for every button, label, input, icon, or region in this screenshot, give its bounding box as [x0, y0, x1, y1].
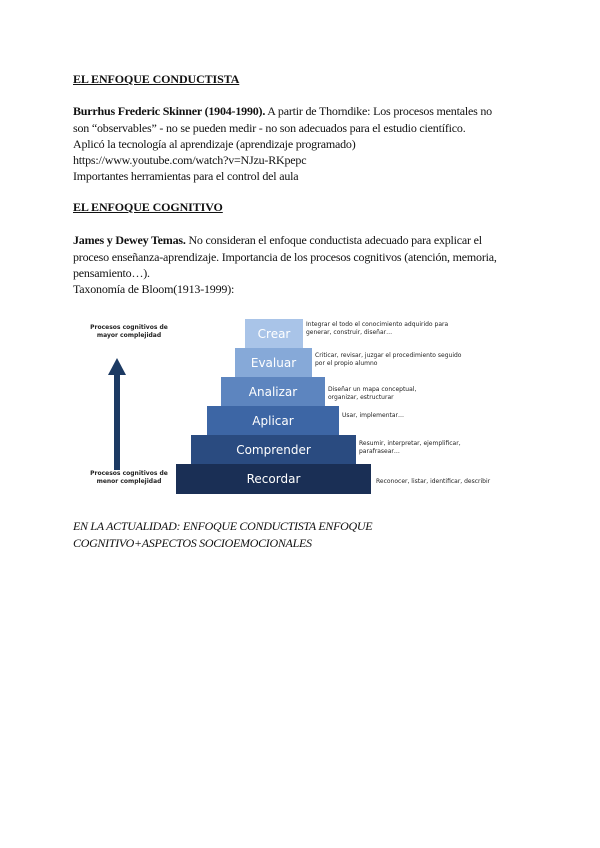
pyramid-level-evaluar: Evaluar — [235, 348, 312, 377]
pyramid-level-analizar: Analizar — [221, 377, 325, 406]
arrow-shaft — [114, 374, 120, 470]
closing-statement: EN LA ACTUALIDAD: ENFOQUE CONDUCTISTA ENFOQUE COGNITIVO+ASPECTOS SOCIOEMOCIONALES — [73, 519, 373, 550]
level-description — [306, 321, 448, 337]
paragraph-line — [73, 232, 482, 248]
paragraph-line: Taxonomía de Bloom(1913-1999): — [73, 282, 235, 296]
paragraph-line: proceso enseñanza-aprendizaje. Importancia de los procesos cognitivos (atención, memoria, — [73, 250, 497, 264]
paragraph-line — [73, 103, 492, 119]
bloom-taxonomy-figure — [84, 316, 514, 496]
arrow-up-icon — [108, 358, 126, 375]
pyramid-level-aplicar: Aplicar — [207, 406, 339, 435]
paragraph-line: Importantes herramientas para el control del aula — [73, 169, 299, 183]
description-line: Integrar el todo el conocimiento adquirido para — [306, 321, 449, 328]
pyramid-level-recordar: Recordar — [176, 464, 371, 494]
pyramid-level-crear: Crear — [245, 319, 303, 348]
paragraph-line: Aplicó la tecnología al aprendizaje (aprendizaje programado) — [73, 137, 356, 151]
section-heading-conductista: EL ENFOQUE CONDUCTISTA — [73, 72, 240, 86]
higher-complexity-label: Procesos cognitivos de mayor complejidad — [90, 324, 168, 339]
section-heading-cognitivo: EL ENFOQUE COGNITIVO — [73, 200, 223, 214]
description-line: Resumir, interpretar, ejemplificar, — [359, 440, 461, 447]
author-name: James y Dewey Temas. — [73, 233, 186, 247]
level-description — [328, 386, 416, 402]
text-span: No consideran el enfoque conductista adecuado para explicar el — [185, 233, 482, 247]
level-description — [342, 412, 404, 420]
description-line: por el propio alumno — [315, 360, 378, 367]
description-line: Diseñar un mapa conceptual, — [328, 386, 417, 393]
pyramid-level-comprender: Comprender — [191, 435, 356, 464]
description-line: Reconocer, listar, identificar, describir — [376, 478, 491, 485]
description-line: generar, construir, diseñar… — [306, 329, 393, 336]
author-name: Burrhus Frederic Skinner (1904-1990). — [73, 104, 266, 118]
youtube-link[interactable]: https://www.youtube.com/watch?v=NJzu-RKpepc — [73, 153, 307, 167]
paragraph-line: pensamiento…). — [73, 266, 150, 280]
description-line: organizar, estructurar — [328, 394, 394, 401]
level-description — [376, 478, 490, 486]
lower-complexity-label: Procesos cognitivos de menor complejidad — [90, 470, 168, 485]
description-line: Criticar, revisar, juzgar el procedimiento seguido — [315, 352, 462, 359]
level-description — [359, 440, 461, 456]
paragraph-line: son “observables” - no se pueden medir - no son adecuados para el estudio científico. — [73, 121, 466, 135]
level-description — [315, 352, 461, 368]
description-line: Usar, implementar… — [342, 412, 404, 419]
text-span: A partir de Thorndike: Los procesos mentales no — [265, 104, 492, 118]
description-line: parafrasear… — [359, 448, 400, 455]
